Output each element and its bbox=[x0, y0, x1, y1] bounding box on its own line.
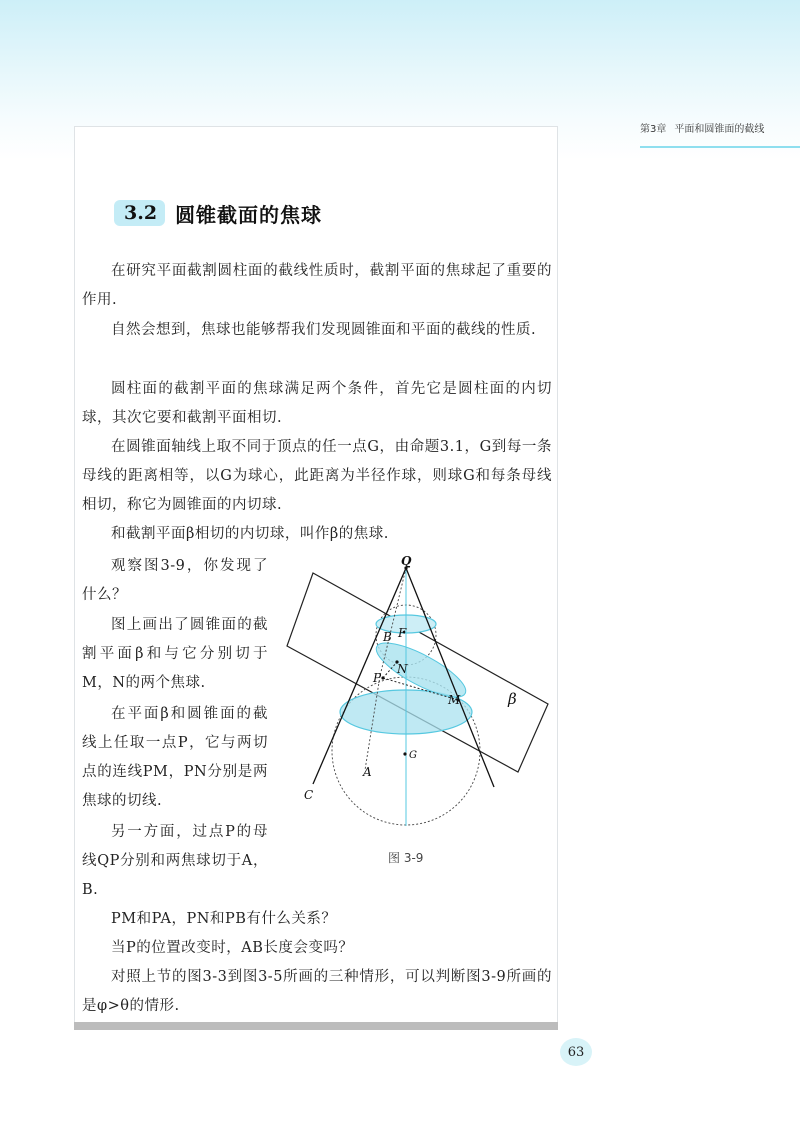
paragraph: PM和PA，PN和PB有什么关系？ bbox=[111, 911, 337, 927]
label-beta: β bbox=[508, 690, 517, 708]
paragraph: 在研究平面截割圆柱面的截线性质时，截割平面的焦球起了重要的作用. bbox=[82, 263, 552, 308]
page-bottom-bar bbox=[74, 1022, 558, 1030]
label-m: M bbox=[448, 693, 461, 707]
paragraph: 圆柱面的截割平面的焦球满足两个条件，首先它是圆柱面的内切球，其次它要和截割平面相切. bbox=[82, 381, 552, 426]
paragraph: 在圆锥面轴线上取不同于顶点的任一点G，由命题3.1，G到每一条母线的距离相等，以G为球心，此距离为半径作球，则球G和每条母线相切，称它为圆锥面的内切球. bbox=[82, 439, 552, 513]
label-g: G bbox=[409, 750, 417, 761]
paragraph: 对照上节的图3-3到图3-5所画的三种情形，可以判断图3-9所画的是φ>θ的情形. bbox=[82, 969, 552, 1014]
cone-focal-sphere-figure bbox=[280, 552, 550, 872]
chapter-header bbox=[640, 118, 800, 148]
label-p: P bbox=[373, 671, 382, 685]
section-heading bbox=[114, 198, 322, 228]
generator-left bbox=[313, 568, 406, 784]
chapter-title: 平面和圆锥面的截线 bbox=[674, 124, 765, 135]
label-b: B bbox=[383, 630, 392, 644]
paragraph: 另一方面，过点P的母线QP分别和两焦球切于A，B. bbox=[82, 824, 268, 898]
chapter-number: 第3章 bbox=[640, 124, 667, 135]
paragraph: 观察图3-9，你发现了什么？ bbox=[82, 558, 268, 603]
label-c: C bbox=[304, 788, 314, 802]
paragraph: 自然会想到，焦球也能够帮我们发现圆锥面和平面的截线的性质. bbox=[111, 322, 537, 338]
section-title: 圆锥截面的焦球 bbox=[175, 202, 323, 227]
paragraph: 和截割平面β相切的内切球，叫作β的焦球. bbox=[111, 526, 389, 542]
figure-caption: 图 3-9 bbox=[388, 851, 424, 865]
section-number: 3.2 bbox=[114, 200, 165, 226]
page-number: 63 bbox=[560, 1038, 592, 1066]
paragraph: 图上画出了圆锥面的截割平面β和与它分别切于M，N的两个焦球. bbox=[82, 617, 268, 691]
label-q: Q bbox=[401, 554, 412, 568]
label-a: A bbox=[363, 765, 372, 779]
label-n: N bbox=[397, 662, 408, 676]
label-f: F bbox=[398, 626, 407, 640]
paragraph: 在平面β和圆锥面的截线上任取一点P，它与两切点的连线PM，PN分别是两焦球的切线. bbox=[82, 706, 268, 809]
paragraph: 当P的位置改变时，AB长度会变吗？ bbox=[111, 940, 354, 956]
